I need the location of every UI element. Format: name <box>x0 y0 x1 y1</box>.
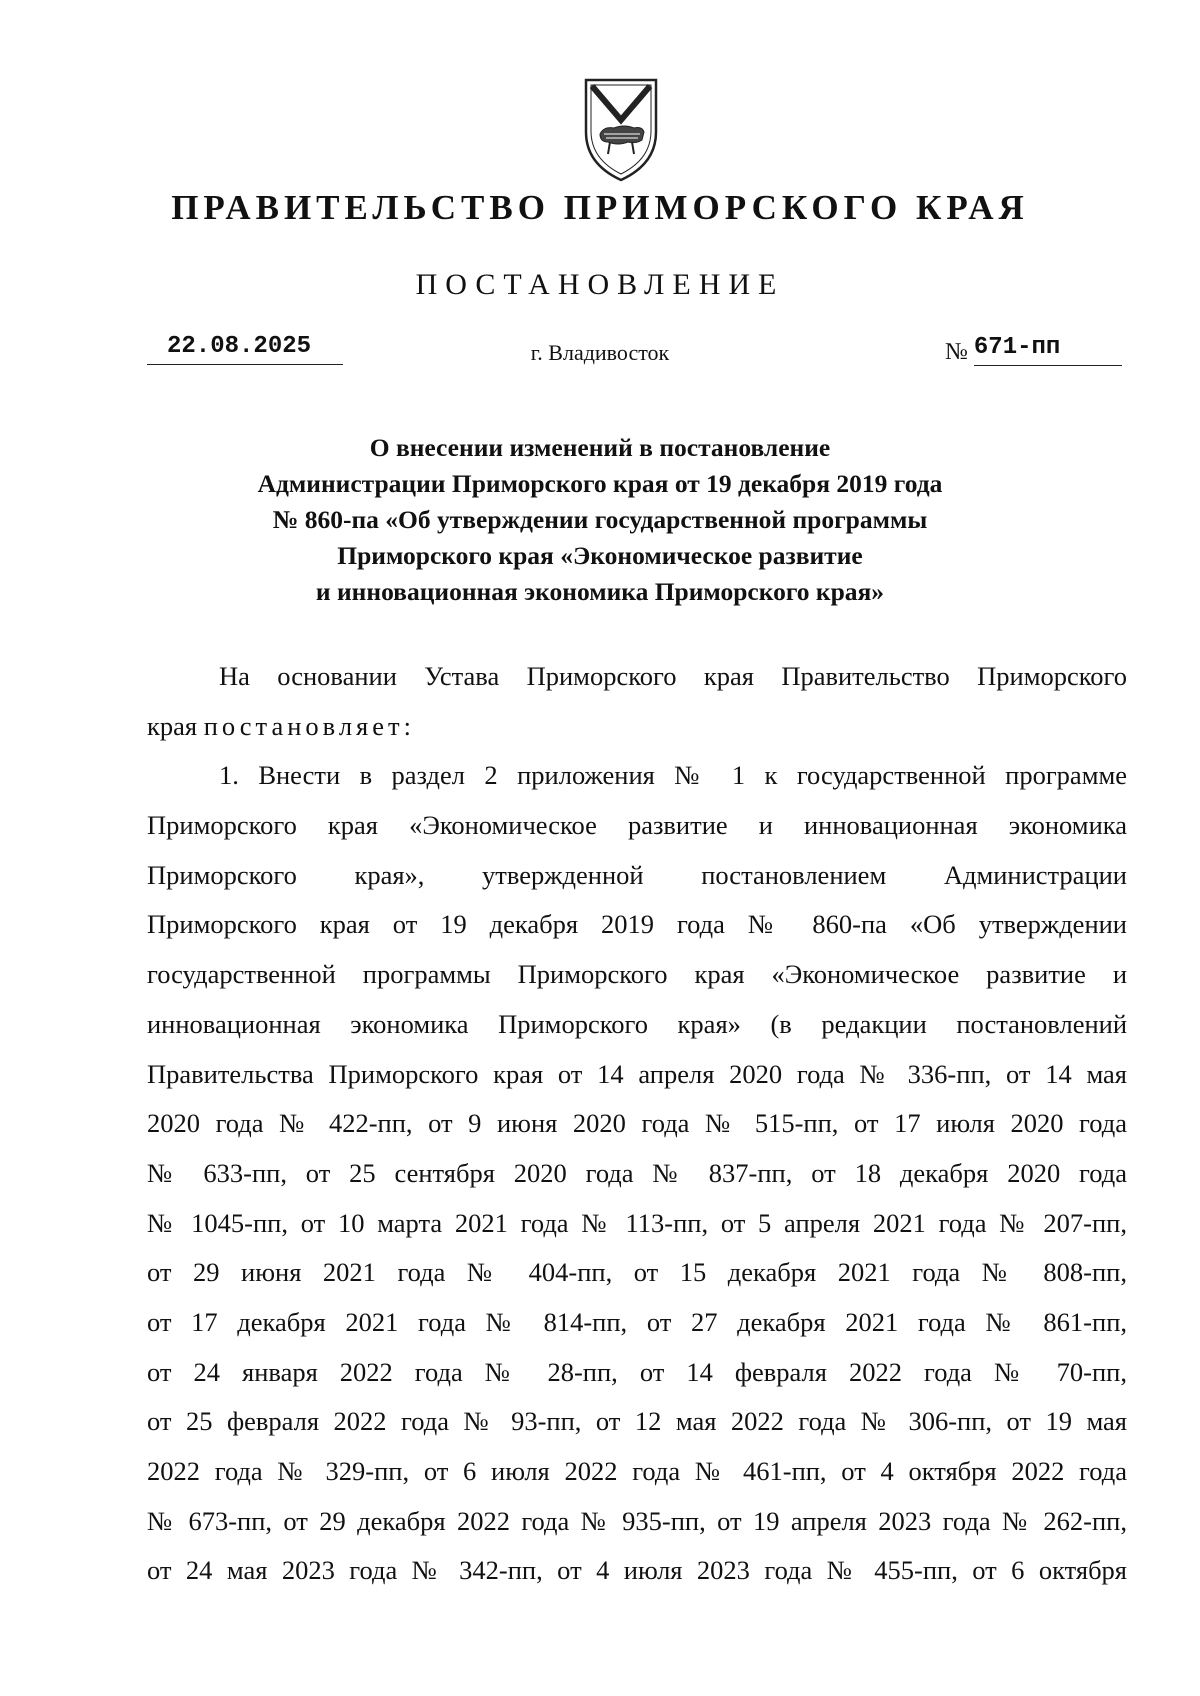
heading-line: Администрации Приморского края от 19 декабря 2019 года <box>257 469 943 498</box>
body-line: № 633-пп, от 25 сентября 2020 года № 837-пп, от 18 декабря 2020 года <box>147 1157 1127 1188</box>
document-type: ПОСТАНОВЛЕНИЕ <box>415 268 785 301</box>
heading-line: № 860-па «Об утверждении государственной программы <box>272 505 928 534</box>
body-line: инновационная экономика Приморского края» (в редакции постановлений <box>147 1008 1127 1039</box>
heading-line: О внесении изменений в постановление <box>369 433 831 462</box>
body-line: 2020 года № 422-пп, от 9 июня 2020 года № 515-пп, от 17 июля 2020 года <box>147 1108 1127 1139</box>
body-line: № 1045-пп, от 10 марта 2021 года № 113-пп, от 5 апреля 2021 года № 207-пп, <box>147 1207 1127 1238</box>
body-line: 2022 года № 329-пп, от 6 июля 2022 года № 461-пп, от 4 октября 2022 года <box>147 1456 1127 1486</box>
preamble-line <box>147 702 1127 752</box>
preamble-resolves: постановляет: <box>203 710 415 741</box>
body-line: от 29 июня 2021 года № 404-пп, от 15 декабря 2021 года № 808-пп, <box>147 1257 1127 1288</box>
document-body <box>147 652 1127 1596</box>
number-sign: № <box>945 339 968 365</box>
preamble-prefix: края <box>147 710 198 741</box>
document-date: 22.08.2025 <box>147 333 343 365</box>
body-line: Приморского края», утвержденной постановлением Администрации <box>147 859 1127 890</box>
document-number <box>945 334 1122 366</box>
body-line: Приморского края от 19 декабря 2019 года № 860-па «Об утверждении <box>147 909 1127 940</box>
document-heading <box>0 430 1200 610</box>
number-value: 671-пп <box>974 334 1122 366</box>
body-line: 1. Внести в раздел 2 приложения № 1 к государственной программе <box>219 760 1127 791</box>
body-line: государственной программы Приморского края «Экономическое развитие и <box>147 959 1127 990</box>
government-title: ПРАВИТЕЛЬСТВО ПРИМОРСКОГО КРАЯ <box>171 188 1029 227</box>
body-line: Правительства Приморского края от 14 апреля 2020 года № 336-пп, от 14 мая <box>147 1058 1127 1089</box>
body-line: от 25 февраля 2022 года № 93-пп, от 12 мая 2022 года № 306-пп, от 19 мая <box>147 1406 1127 1437</box>
body-line: от 24 мая 2023 года № 342-пп, от 4 июля 2023 года № 455-пп, от 6 октября <box>147 1555 1127 1586</box>
coat-of-arms-icon <box>582 74 660 186</box>
preamble-line: На основании Устава Приморского края Правительство Приморского <box>219 661 1127 691</box>
body-line: Приморского края «Экономическое развитие и инновационная экономика <box>147 810 1127 841</box>
heading-line: и инновационная экономика Приморского края» <box>315 577 885 606</box>
document-city: г. Владивосток <box>530 340 670 365</box>
heading-line: Приморского края «Экономическое развитие <box>337 541 863 570</box>
body-line: от 17 декабря 2021 года № 814-пп, от 27 декабря 2021 года № 861-пп, <box>147 1306 1127 1337</box>
body-line: от 24 января 2022 года № 28-пп, от 14 февраля 2022 года № 70-пп, <box>147 1356 1127 1387</box>
body-line: № 673-пп, от 29 декабря 2022 года № 935-пп, от 19 апреля 2023 года № 262-пп, <box>147 1505 1127 1536</box>
